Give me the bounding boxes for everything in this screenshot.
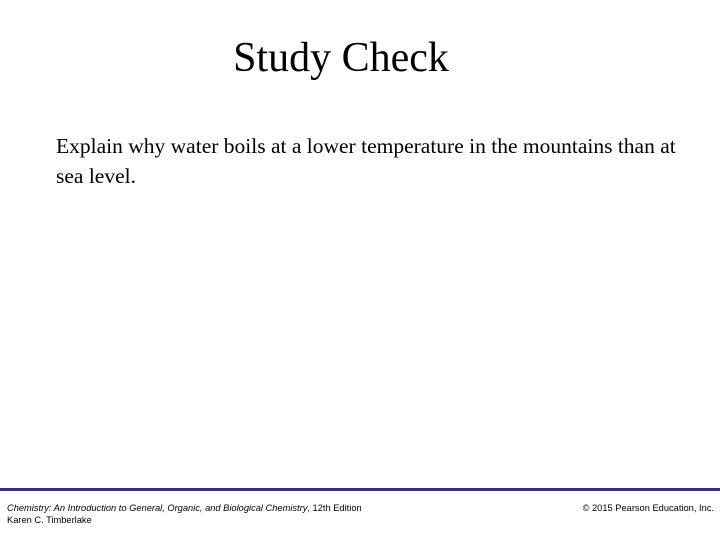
footer-edition: , 12th Edition [307, 503, 362, 513]
footer-book-title: Chemistry: An Introduction to General, Organic, and Biological Chemistry [7, 503, 308, 513]
footer-author: Karen C. Timberlake [7, 515, 92, 525]
footer-divider [0, 488, 720, 491]
footer-copyright: © 2015 Pearson Education, Inc. [582, 503, 714, 513]
slide-title: Study Check [233, 35, 449, 81]
footer-citation [7, 502, 362, 526]
slide-body-text: Explain why water boils at a lower temperature in the mountains than at sea level. [56, 134, 676, 188]
footer-book-line [7, 502, 362, 514]
